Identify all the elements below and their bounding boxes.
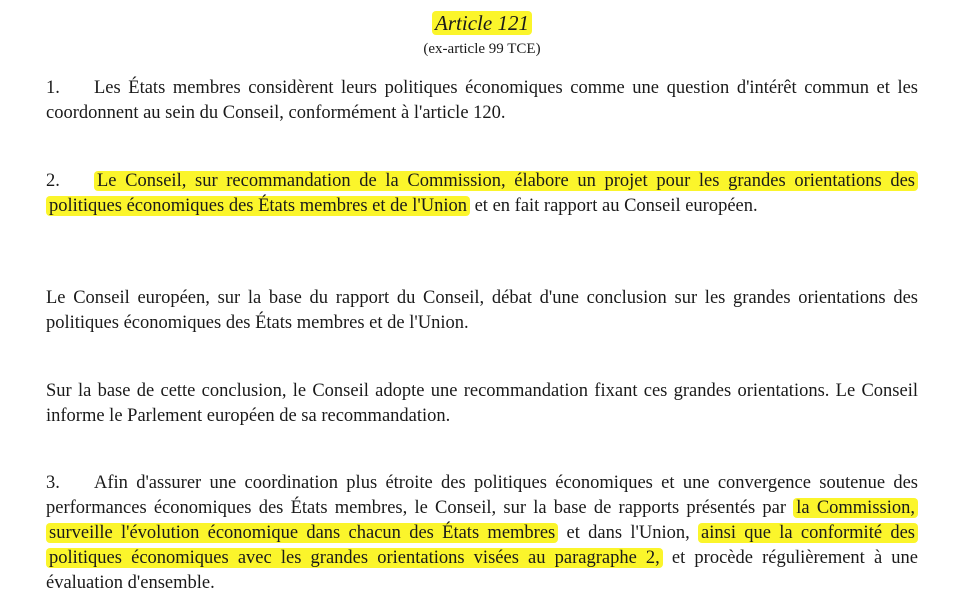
paragraph-1-text: Les États membres considèrent leurs politiques économiques comme une question d'intérêt commun et les coordonnent au sein du Conseil, conformément à l'article 120.: [46, 78, 918, 123]
paragraph-3-text-part1: Afin d'assurer une coordination plus étroite des politiques économiques et une convergence soutenue des performances économiques des États membres, le Conseil, sur la base de rapports présentés par: [46, 473, 918, 518]
paragraph-2-number: 2.: [46, 171, 60, 191]
paragraph-3-text-part2: et dans l'Union,: [558, 523, 699, 543]
document-page: [46, 0, 918, 593]
paragraph-3-number: 3.: [46, 473, 60, 493]
paragraph-3-highlight-2: ainsi que la conformité des politiques économiques avec les grandes orientations visées au paragraphe 2,: [46, 523, 918, 568]
paragraph-2b: [46, 286, 918, 336]
paragraph-3: [46, 471, 918, 596]
article-title-text: Article 121: [432, 11, 532, 35]
article-title: [46, 9, 918, 37]
paragraph-1-number: 1.: [46, 78, 60, 98]
paragraph-3-text-part3: et procède régulièrement à une évaluation d'ensemble.: [46, 548, 918, 593]
paragraph-2c: [46, 379, 918, 429]
paragraph-2b-text: Le Conseil européen, sur la base du rapport du Conseil, débat d'une conclusion sur les grandes orientations des politiques économiques des États membres et de l'Union.: [46, 288, 918, 333]
paragraph-1: [46, 76, 918, 126]
paragraph-2-highlighted-text: Le Conseil, sur recommandation de la Commission, élabore un projet pour les grandes orientations des politiques économiques des États membres et de l'Union: [46, 171, 918, 216]
paragraph-3-highlight-1: la Commission, surveille l'évolution économique dans chacun des États membres: [46, 498, 918, 543]
paragraph-2c-text: Sur la base de cette conclusion, le Conseil adopte une recommandation fixant ces grandes orientations. Le Conseil informe le Parlement européen de sa recommandation.: [46, 381, 918, 426]
article-subtitle: (ex-article 99 TCE): [423, 41, 541, 57]
paragraph-2-rest-text: et en fait rapport au Conseil européen.: [469, 196, 758, 216]
paragraph-2: [46, 169, 918, 219]
